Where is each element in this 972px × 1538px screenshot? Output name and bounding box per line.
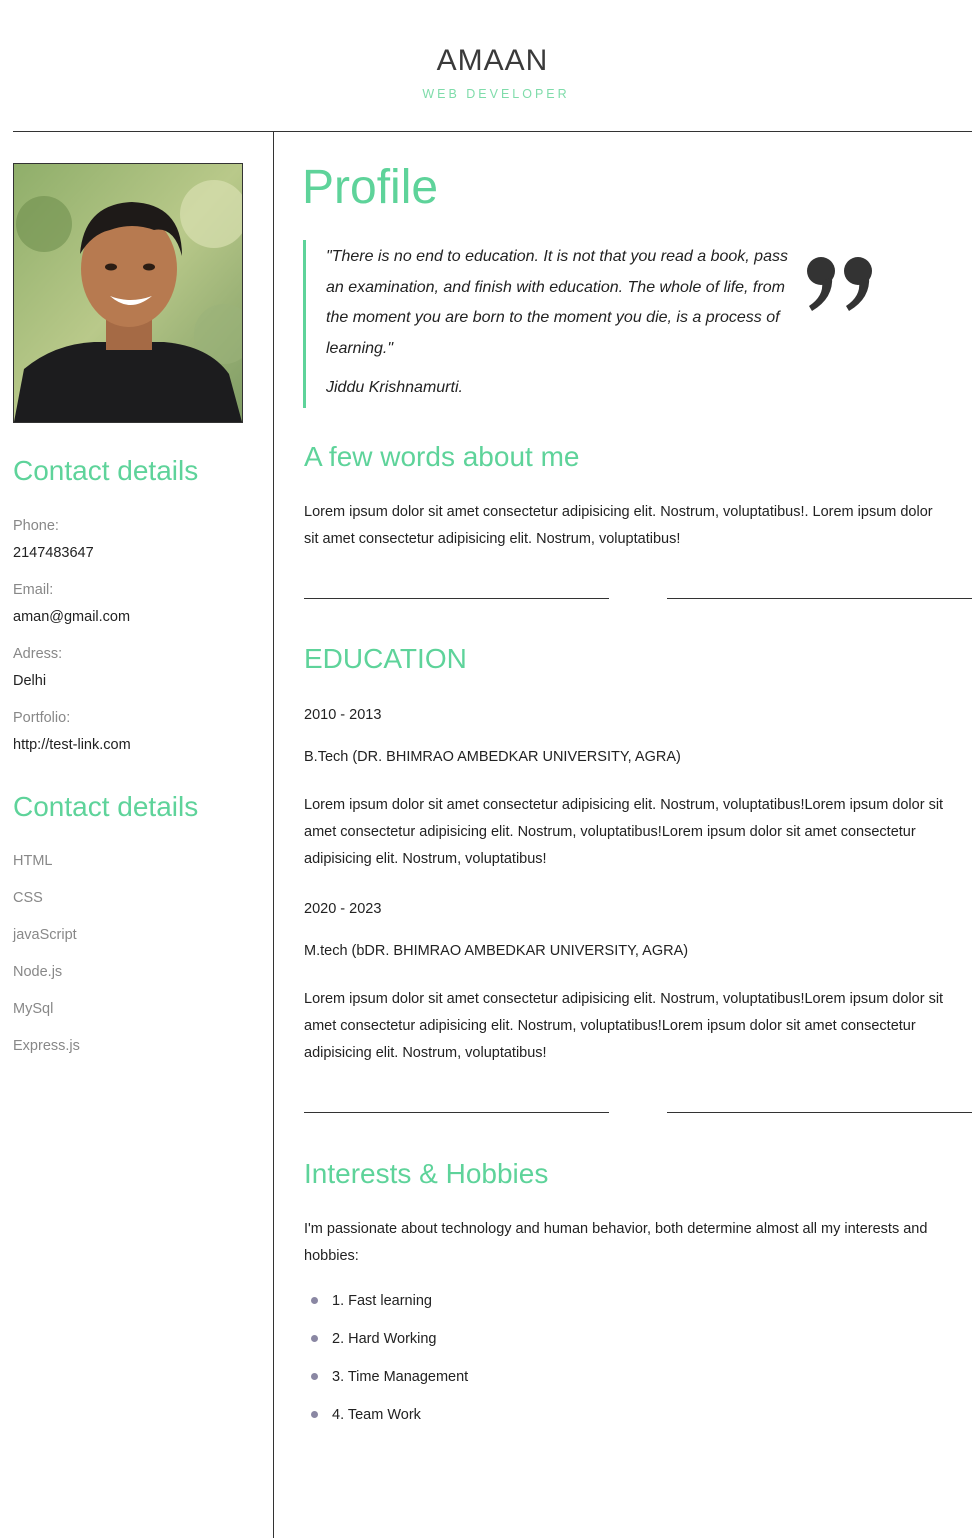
hobby-label: 1. Fast learning	[332, 1293, 432, 1309]
portfolio-link[interactable]: http://test-link.com	[13, 737, 131, 753]
hobby-list	[304, 1290, 468, 1442]
hobby-label: 4. Team Work	[332, 1407, 421, 1423]
column-divider	[273, 131, 274, 1538]
header	[0, 0, 972, 132]
list-item	[304, 1366, 468, 1404]
bullet-icon	[311, 1373, 318, 1380]
skill-item: Node.js	[13, 964, 63, 980]
quote-author: Jiddu Krishnamurti.	[326, 379, 463, 396]
bullet-icon	[311, 1335, 318, 1342]
section-divider	[304, 598, 609, 599]
skill-item: MySql	[13, 1001, 54, 1017]
contact-details-title: Contact details	[13, 455, 199, 486]
page-role: WEB DEVELOPER	[422, 87, 570, 101]
education-years: 2010 - 2013	[304, 707, 382, 723]
skill-item: CSS	[13, 890, 43, 906]
email-value[interactable]: aman@gmail.com	[13, 609, 131, 625]
skill-item: javaScript	[13, 927, 77, 943]
about-title: A few words about me	[304, 441, 580, 472]
quote-mark-icon	[806, 256, 874, 312]
skill-item: Express.js	[13, 1038, 80, 1054]
education-degree: M.tech (bDR. BHIMRAO AMBEDKAR UNIVERSITY, AGRA)	[304, 943, 689, 959]
hobby-label: 2. Hard Working	[332, 1331, 437, 1347]
list-item	[304, 1290, 468, 1328]
list-item	[304, 1404, 468, 1442]
header-divider	[13, 131, 972, 132]
address-value: Delhi	[13, 673, 47, 689]
profile-photo	[13, 163, 243, 423]
hobbies-intro: I'm passionate about technology and human behavior, both determine almost all my interests and hobbies:	[304, 1221, 928, 1264]
profile-title: Profile	[302, 161, 439, 214]
education-degree: B.Tech (DR. BHIMRAO AMBEDKAR UNIVERSITY, AGRA)	[304, 749, 681, 765]
skill-item: HTML	[13, 853, 53, 869]
list-item	[304, 1328, 468, 1366]
profile-quote	[303, 240, 826, 408]
quote-text: "There is no end to education. It is not that you read a book, pass an examination, and finish with education. The whole of life, from the moment you are born to the moment you die, is a process of learning."	[326, 248, 788, 357]
education-text: Lorem ipsum dolor sit amet consectetur adipisicing elit. Nostrum, voluptatibus!Lorem ipsum dolor sit amet consectetur adipisicing elit. Nostrum, voluptatibus!Lorem ipsum dolor sit amet consectetur adipisicing elit. Nostrum, voluptatibus!	[304, 991, 944, 1061]
address-label: Adress:	[13, 646, 63, 662]
section-divider	[667, 598, 972, 599]
bullet-icon	[311, 1297, 318, 1304]
portfolio-label: Portfolio:	[13, 710, 71, 726]
about-text: Lorem ipsum dolor sit amet consectetur adipisicing elit. Nostrum, voluptatibus!. Lorem ipsum dolor sit amet consectetur adipisicing elit. Nostrum, voluptatibus!	[304, 504, 933, 547]
section-divider	[667, 1112, 972, 1113]
education-text: Lorem ipsum dolor sit amet consectetur adipisicing elit. Nostrum, voluptatibus!Lorem ipsum dolor sit amet consectetur adipisicing elit. Nostrum, voluptatibus!Lorem ipsum dolor sit amet consectetur adipisicing elit. Nostrum, voluptatibus!	[304, 797, 944, 867]
page-name: AMAAN	[436, 44, 549, 77]
hobbies-title: Interests & Hobbies	[304, 1158, 549, 1189]
phone-value: 2147483647	[13, 545, 94, 561]
education-title: EDUCATION	[304, 643, 467, 674]
section-divider	[304, 1112, 609, 1113]
hobby-label: 3. Time Management	[332, 1369, 469, 1385]
bullet-icon	[311, 1411, 318, 1418]
phone-label: Phone:	[13, 518, 59, 534]
education-years: 2020 - 2023	[304, 901, 382, 917]
skills-title: Contact details	[13, 791, 199, 822]
email-label: Email:	[13, 582, 54, 598]
